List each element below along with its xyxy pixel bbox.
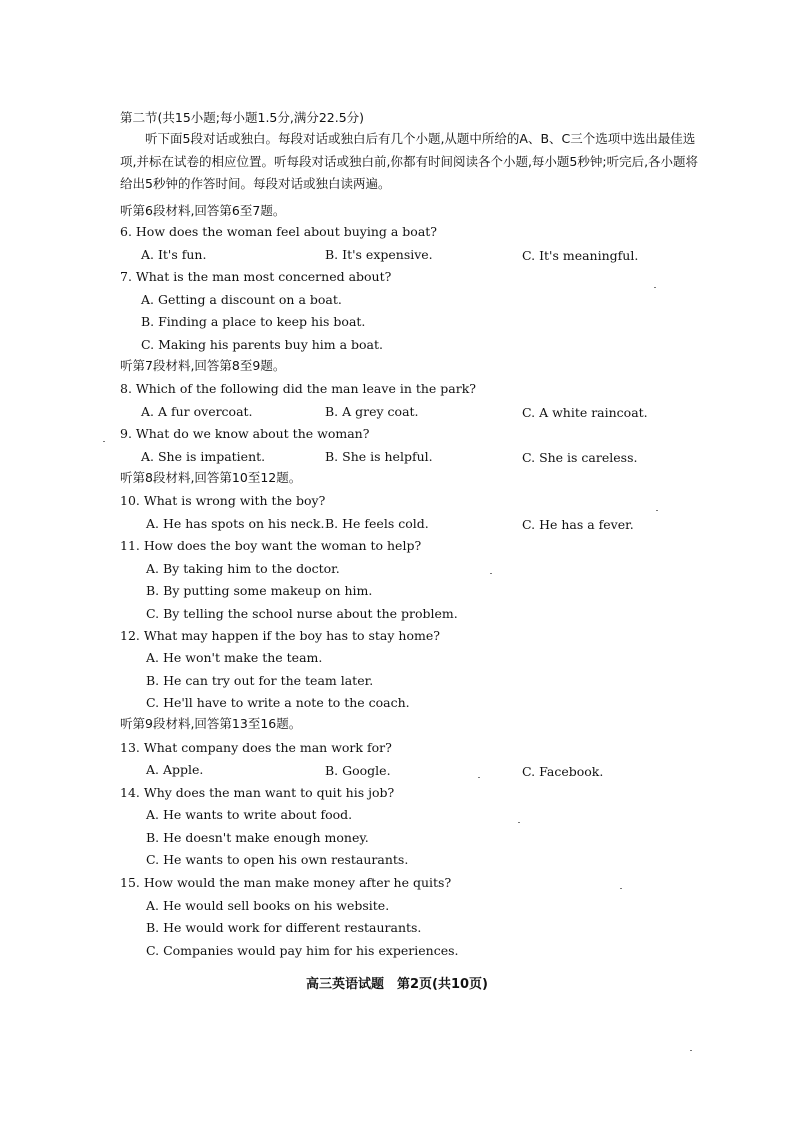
option-c: C. She is careless.: [522, 450, 638, 465]
option-b: B. By putting some makeup on him.: [146, 583, 373, 598]
group-heading: 听第8段材料,回答第10至12题。: [120, 470, 302, 485]
option-a: A. He wants to write about food.: [146, 807, 353, 822]
option-b: B. He feels cold.: [325, 516, 429, 531]
scan-speck: [620, 888, 622, 889]
scan-speck: [656, 510, 658, 511]
question-stem: 6. How does the woman feel about buying a boat?: [120, 224, 437, 239]
option-b: B. He doesn't make enough money.: [146, 830, 369, 845]
scan-speck: [478, 777, 480, 778]
scan-speck: [654, 287, 656, 288]
option-a: A. Apple.: [146, 762, 204, 777]
option-b: B. She is helpful.: [325, 449, 433, 464]
group-heading: 听第9段材料,回答第13至16题。: [120, 716, 302, 731]
option-b: B. It's expensive.: [325, 247, 433, 262]
option-c: C. Making his parents buy him a boat.: [141, 337, 384, 352]
option-c: C. It's meaningful.: [522, 248, 639, 263]
page-footer: 高三英语试题 第2页(共10页): [305, 977, 489, 992]
question-stem: 12. What may happen if the boy has to stay home?: [120, 628, 440, 643]
option-c: C. By telling the school nurse about the problem.: [146, 606, 458, 621]
option-a: A. A fur overcoat.: [141, 404, 253, 419]
option-a: A. By taking him to the doctor.: [146, 561, 340, 576]
question-stem: 11. How does the boy want the woman to help?: [120, 538, 422, 553]
option-a: A. She is impatient.: [141, 449, 266, 464]
scan-speck: [518, 822, 520, 823]
option-a: A. Getting a discount on a boat.: [141, 292, 342, 307]
option-a: A. He would sell books on his website.: [146, 898, 390, 913]
instructions-paragraph: 听下面5段对话或独白。每段对话或独白后有几个小题,从题中所给的A、B、C三个选项中选出最佳选项,并标在试卷的相应位置。听每段对话或独白前,你都有时间阅读各个小题,每小题5秒钟;听完后,各小题将给出5秒钟的作答时间。每段对话或独白读两遍。: [120, 131, 699, 191]
group-heading: 听第6段材料,回答第6至7题。: [120, 203, 286, 218]
option-b: B. He would work for different restaurants.: [146, 920, 422, 935]
option-c: C. Facebook.: [522, 764, 604, 779]
option-c: C. A white raincoat.: [522, 405, 648, 420]
scan-speck: [690, 1050, 692, 1051]
question-stem: 10. What is wrong with the boy?: [120, 493, 326, 508]
option-b: B. He can try out for the team later.: [146, 673, 374, 688]
option-a: A. It's fun.: [141, 247, 207, 262]
option-c: C. He'll have to write a note to the coach.: [146, 695, 410, 710]
option-b: B. Google.: [325, 763, 391, 778]
group-heading: 听第7段材料,回答第8至9题。: [120, 358, 286, 373]
question-stem: 9. What do we know about the woman?: [120, 426, 370, 441]
scan-speck: [103, 441, 105, 442]
option-a: A. He won't make the team.: [146, 650, 323, 665]
question-stem: 7. What is the man most concerned about?: [120, 269, 392, 284]
scan-speck: [490, 573, 492, 574]
question-stem: 13. What company does the man work for?: [120, 740, 392, 755]
option-c: C. He has a fever.: [522, 517, 634, 532]
question-stem: 15. How would the man make money after he quits?: [120, 875, 452, 890]
option-b: B. Finding a place to keep his boat.: [141, 314, 366, 329]
option-c: C. He wants to open his own restaurants.: [146, 852, 409, 867]
option-b: B. A grey coat.: [325, 404, 419, 419]
option-c: C. Companies would pay him for his experiences.: [146, 943, 459, 958]
section-header: 第二节(共15小题;每小题1.5分,满分22.5分): [120, 110, 365, 125]
option-a: A. He has spots on his neck.: [146, 516, 325, 531]
question-stem: 8. Which of the following did the man leave in the park?: [120, 381, 476, 396]
question-stem: 14. Why does the man want to quit his job?: [120, 785, 395, 800]
